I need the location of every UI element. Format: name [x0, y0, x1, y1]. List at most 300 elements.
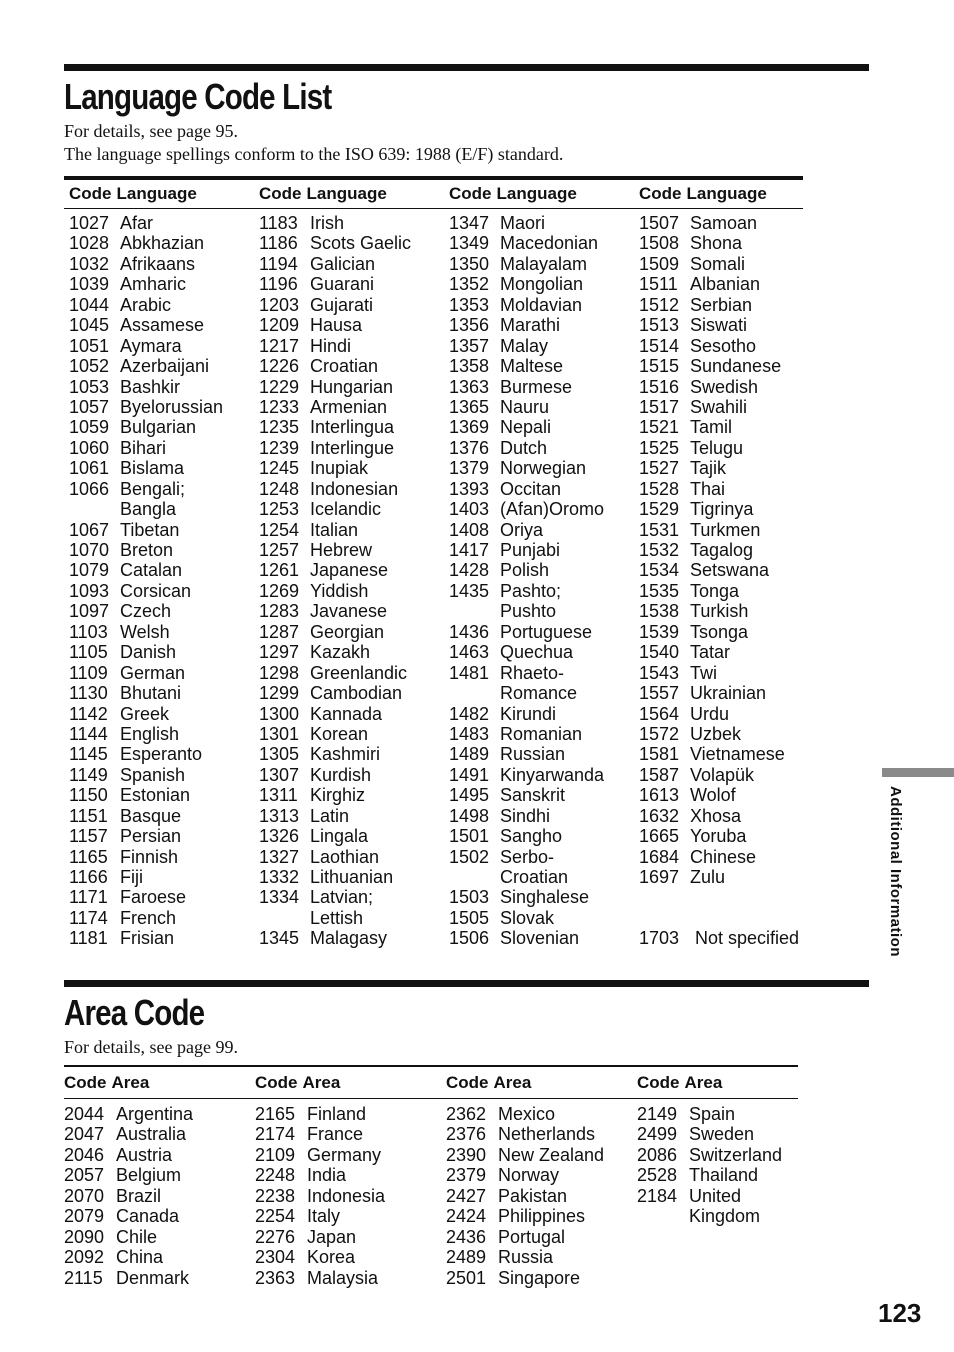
name-cell: Fiji [120, 867, 143, 887]
code-cell: 1079 [69, 560, 110, 581]
code-cell: 1511 [639, 274, 678, 295]
code-cell: 1209 [259, 315, 300, 336]
name-cell: Kurdish [310, 764, 372, 785]
table-row [449, 438, 604, 458]
table-column [446, 1104, 604, 1288]
table-row [639, 540, 799, 560]
name-cell: Mexico [498, 1104, 556, 1124]
name-cell: Brazil [116, 1185, 162, 1206]
code-cell [639, 887, 690, 907]
code-cell: 1495 [449, 785, 490, 806]
name-cell: Volapük [690, 764, 755, 785]
name-cell: New Zealand [498, 1144, 605, 1165]
table-row [64, 1186, 193, 1206]
name-cell: Occitan [500, 478, 562, 499]
table-row [255, 1206, 385, 1226]
code-cell: 1181 [69, 928, 108, 949]
name-cell: Telugu [690, 437, 744, 458]
name-cell: Zulu [690, 867, 726, 887]
table-row [639, 806, 799, 826]
code-cell: 1157 [69, 826, 108, 847]
table-row [449, 622, 604, 642]
name-cell: Lingala [310, 826, 369, 847]
code-cell: 2047 [64, 1124, 105, 1145]
table-row [259, 785, 411, 805]
header-label: Language [686, 184, 767, 203]
code-cell [259, 908, 310, 928]
table-row [69, 540, 223, 560]
code-cell: 1587 [639, 764, 680, 785]
code-cell: 1532 [639, 540, 680, 560]
name-cell: Icelandic [310, 499, 382, 520]
code-cell: 1463 [449, 642, 490, 663]
code-cell: 1149 [69, 764, 108, 785]
sidebar-tab-marker [882, 768, 954, 777]
code-cell: 1417 [449, 540, 490, 560]
table-row [637, 1104, 782, 1124]
table-row [449, 520, 604, 540]
table-row [639, 458, 799, 478]
table-row [259, 724, 411, 744]
table-row [639, 479, 799, 499]
name-cell: Spain [689, 1104, 736, 1124]
table-body [64, 209, 803, 955]
code-cell: 1543 [639, 662, 680, 683]
header-code: Code [446, 1072, 489, 1092]
code-cell: 1313 [259, 805, 300, 826]
header-code: Code [64, 1072, 107, 1092]
code-cell: 1516 [639, 376, 680, 397]
code-cell: 1363 [449, 376, 490, 397]
name-cell: Germany [307, 1144, 382, 1165]
language-intro-line: The language spellings conform to the ISO 639: 1988 (E/F) standard. [64, 144, 564, 164]
header-code: Code [449, 184, 492, 203]
name-cell: Catalan [120, 560, 183, 581]
table-row [64, 1104, 193, 1124]
table-row [259, 744, 411, 764]
code-cell: 1287 [259, 621, 300, 642]
name-cell: English [120, 723, 180, 744]
name-cell: Indonesia [307, 1185, 386, 1206]
code-cell: 2165 [255, 1104, 296, 1124]
code-cell: 1481 [449, 662, 490, 683]
name-cell: Afar [120, 213, 154, 233]
table-row [64, 1247, 193, 1267]
table-row [255, 1247, 385, 1267]
table-row [259, 356, 411, 376]
table-row [639, 295, 799, 315]
name-cell: Romance [500, 683, 578, 704]
name-cell: Mongolian [500, 274, 584, 295]
name-cell: Australia [116, 1124, 187, 1145]
code-cell: 1269 [259, 580, 300, 601]
name-cell: Finland [307, 1104, 367, 1124]
code-cell: 2248 [255, 1165, 296, 1186]
table-row [446, 1268, 604, 1288]
code-cell: 1353 [449, 294, 490, 315]
code-cell: 2046 [64, 1144, 105, 1165]
name-cell: Cambodian [310, 683, 403, 704]
name-cell: Tigrinya [690, 499, 754, 520]
code-cell: 1039 [69, 274, 110, 295]
name-cell: Tsonga [690, 621, 749, 642]
code-cell: 1298 [259, 662, 300, 683]
name-cell: Tamil [690, 417, 733, 438]
name-cell: Sindhi [500, 805, 551, 826]
code-cell: 1283 [259, 601, 300, 622]
code-cell: 1539 [639, 621, 680, 642]
table-row [639, 254, 799, 274]
code-cell: 2436 [446, 1226, 487, 1247]
name-cell: Vietnamese [690, 744, 785, 765]
name-cell: Kashmiri [310, 744, 381, 765]
name-cell: Philippines [498, 1206, 586, 1227]
code-cell: 1261 [259, 560, 300, 581]
name-cell: Singhalese [500, 887, 590, 908]
name-cell: Chile [116, 1226, 158, 1247]
name-cell: Chinese [690, 846, 757, 867]
table-row [69, 642, 223, 662]
name-cell: Esperanto [120, 744, 203, 765]
table-row [69, 785, 223, 805]
table-row [259, 663, 411, 683]
code-cell: 2376 [446, 1124, 487, 1145]
table-row [639, 274, 799, 294]
code-cell: 1103 [69, 621, 108, 642]
table-row [449, 744, 604, 764]
code-cell: 1233 [259, 396, 300, 417]
code-cell: 1508 [639, 233, 680, 254]
name-cell: Thailand [689, 1165, 759, 1186]
area-table [64, 1065, 798, 1294]
name-cell: Slovak [500, 907, 555, 928]
table-row [259, 887, 411, 907]
name-cell: Finnish [120, 846, 179, 867]
table-row [64, 1145, 193, 1165]
table-row [449, 479, 604, 499]
table-row [69, 847, 223, 867]
table-row [69, 663, 223, 683]
code-cell: 1334 [259, 887, 300, 908]
name-cell: Turkmen [690, 519, 761, 540]
code-cell: 1332 [259, 867, 300, 887]
table-row [446, 1124, 604, 1144]
table-row [69, 499, 223, 519]
table-row [259, 581, 411, 601]
code-cell: 2044 [64, 1104, 105, 1124]
code-cell: 1326 [259, 826, 300, 847]
code-cell: 2090 [64, 1226, 105, 1247]
name-cell: Danish [120, 642, 177, 663]
code-cell: 1513 [639, 315, 680, 336]
code-cell: 1196 [259, 274, 298, 295]
code-cell: 1239 [259, 437, 300, 458]
table-row [449, 560, 604, 580]
table-row [259, 274, 411, 294]
name-cell: Maltese [500, 356, 564, 377]
name-cell: Croatian [310, 356, 379, 377]
name-cell: Polish [500, 560, 550, 581]
table-row [449, 683, 604, 703]
table-row [259, 315, 411, 335]
code-cell: 2057 [64, 1165, 105, 1186]
column-header [637, 1067, 722, 1098]
code-cell: 2276 [255, 1226, 296, 1247]
code-cell: 1217 [259, 335, 300, 356]
table-row [259, 806, 411, 826]
code-cell [449, 683, 500, 703]
code-cell: 1564 [639, 703, 680, 724]
table-row [64, 1227, 193, 1247]
code-cell: 1509 [639, 253, 680, 274]
table-row [639, 724, 799, 744]
area-code-heading: Area Code [64, 992, 205, 1033]
name-cell: Korea [307, 1247, 356, 1268]
table-row [255, 1186, 385, 1206]
name-cell: Russia [498, 1247, 554, 1268]
code-cell: 2528 [637, 1165, 678, 1186]
table-row [69, 908, 223, 928]
table-row [639, 213, 799, 233]
table-row [639, 315, 799, 335]
table-column [64, 1104, 193, 1288]
code-cell: 1305 [259, 744, 300, 765]
name-cell: Rhaeto- [500, 662, 565, 683]
table-column [69, 213, 223, 949]
name-cell: Romanian [500, 723, 583, 744]
name-cell: Lettish [310, 907, 364, 928]
code-cell: 2109 [255, 1144, 296, 1165]
name-cell: Swahili [690, 396, 748, 417]
name-cell: Sundanese [690, 356, 782, 377]
table-row [69, 867, 223, 887]
name-cell: Russian [500, 744, 566, 765]
name-cell: Bihari [120, 437, 167, 458]
table-row [639, 560, 799, 580]
table-row [69, 887, 223, 907]
code-cell: 1512 [639, 294, 680, 315]
code-cell: 1505 [449, 907, 490, 928]
code-cell: 1257 [259, 540, 300, 560]
name-cell: Punjabi [500, 540, 561, 560]
table-row [449, 806, 604, 826]
name-cell: Inupiak [310, 458, 369, 479]
code-cell [637, 1206, 689, 1226]
code-cell: 1534 [639, 560, 680, 581]
code-cell: 2501 [446, 1267, 487, 1288]
table-row [637, 1124, 782, 1144]
code-cell: 1408 [449, 519, 490, 540]
table-row [64, 1165, 193, 1185]
header-code: Code [259, 184, 302, 203]
column-header [446, 1067, 531, 1098]
code-cell: 1297 [259, 642, 300, 663]
table-row [259, 560, 411, 580]
header-label: Area [684, 1072, 723, 1092]
header-label: Area [302, 1072, 341, 1092]
name-cell: Afrikaans [120, 253, 196, 274]
table-row [259, 540, 411, 560]
table-row [449, 417, 604, 437]
name-cell: Japanese [310, 560, 389, 581]
table-column [449, 213, 604, 949]
code-cell: 2184 [637, 1185, 678, 1206]
table-row [449, 397, 604, 417]
table-row [69, 928, 223, 948]
code-cell: 1300 [259, 703, 300, 724]
code-cell: 1525 [639, 437, 680, 458]
table-row [255, 1124, 385, 1144]
table-row [449, 254, 604, 274]
table-row [69, 417, 223, 437]
table-row [449, 356, 604, 376]
code-cell: 1254 [259, 519, 300, 540]
name-cell: Swedish [690, 376, 759, 397]
name-cell: Galician [310, 253, 376, 274]
table-row [639, 233, 799, 253]
code-cell: 1697 [639, 867, 680, 887]
name-cell: Kirghiz [310, 785, 366, 806]
table-row [69, 622, 223, 642]
table-row [69, 458, 223, 478]
name-cell: Switzerland [689, 1144, 783, 1165]
name-cell: Pakistan [498, 1185, 568, 1206]
name-cell: Byelorussian [120, 396, 224, 417]
code-cell: 1253 [259, 499, 300, 520]
name-cell: India [307, 1165, 347, 1186]
language-table [64, 176, 803, 955]
table-row [449, 458, 604, 478]
name-cell: Maori [500, 213, 546, 233]
table-row [446, 1145, 604, 1165]
name-cell: Marathi [500, 315, 561, 336]
name-cell: Laothian [310, 846, 380, 867]
name-cell: Oriya [500, 519, 544, 540]
name-cell: Faroese [120, 887, 187, 908]
table-row [639, 887, 799, 907]
table-row [69, 397, 223, 417]
name-cell: Malagasy [310, 928, 388, 949]
header-label: Language [306, 184, 387, 203]
code-cell: 1506 [449, 928, 490, 949]
name-cell: Bashkir [120, 376, 181, 397]
name-cell: Hungarian [310, 376, 394, 397]
table-row [259, 233, 411, 253]
name-cell: Uzbek [690, 723, 742, 744]
code-cell: 1376 [449, 437, 490, 458]
code-cell: 1145 [69, 744, 108, 765]
code-cell: 1528 [639, 478, 680, 499]
column-header [259, 180, 387, 208]
table-row [449, 663, 604, 683]
table-row [449, 601, 604, 621]
column-header [449, 180, 577, 208]
name-cell: Corsican [120, 580, 192, 601]
table-row [639, 336, 799, 356]
code-cell: 1226 [259, 356, 300, 377]
name-cell: Malay [500, 335, 549, 356]
code-cell: 1245 [259, 458, 300, 479]
code-cell: 1483 [449, 723, 490, 744]
code-cell: 1235 [259, 417, 300, 438]
code-cell: 2092 [64, 1247, 105, 1268]
name-cell: Portuguese [500, 621, 593, 642]
code-cell: 2174 [255, 1124, 296, 1145]
table-row [449, 887, 604, 907]
name-cell: Abkhazian [120, 233, 205, 254]
name-cell: Interlingua [310, 417, 395, 438]
code-cell: 1393 [449, 478, 490, 499]
table-row [69, 254, 223, 274]
code-cell: 1165 [69, 846, 108, 867]
name-cell: Pushto [500, 601, 557, 622]
table-row [259, 520, 411, 540]
code-cell: 1703 [639, 928, 680, 949]
name-cell: Norway [498, 1165, 560, 1186]
name-cell: Xhosa [690, 805, 742, 826]
table-row [449, 724, 604, 744]
table-row [259, 765, 411, 785]
name-cell: Tibetan [120, 519, 180, 540]
code-cell: 1540 [639, 642, 680, 663]
table-row [69, 377, 223, 397]
code-cell: 1665 [639, 826, 680, 847]
name-cell: Welsh [120, 621, 170, 642]
name-cell: Assamese [120, 315, 205, 336]
code-cell: 2489 [446, 1247, 487, 1268]
name-cell: French [120, 907, 177, 928]
name-cell: Spanish [120, 764, 186, 785]
table-row [639, 826, 799, 846]
table-row [639, 520, 799, 540]
code-cell: 1327 [259, 846, 300, 867]
code-cell: 1307 [259, 764, 300, 785]
name-cell: Frisian [120, 928, 175, 949]
table-row [259, 254, 411, 274]
table-row [639, 908, 799, 928]
table-row [259, 704, 411, 724]
code-cell: 1482 [449, 703, 490, 724]
table-row [259, 479, 411, 499]
table-row [639, 785, 799, 805]
area-divider [64, 980, 869, 987]
table-row [69, 683, 223, 703]
code-cell: 1059 [69, 417, 110, 438]
name-cell: Burmese [500, 376, 573, 397]
code-cell: 1369 [449, 417, 490, 438]
table-header [64, 1067, 798, 1098]
name-cell: Armenian [310, 396, 388, 417]
code-cell: 1352 [449, 274, 490, 295]
name-cell: Tajik [690, 458, 727, 479]
name-cell: Turkish [690, 601, 749, 622]
table-row [69, 806, 223, 826]
table-row [69, 704, 223, 724]
table-row [259, 826, 411, 846]
name-cell: Quechua [500, 642, 574, 663]
table-row [449, 499, 604, 519]
table-row [255, 1227, 385, 1247]
name-cell: France [307, 1124, 364, 1145]
code-cell: 1436 [449, 621, 490, 642]
name-cell: Amharic [120, 274, 187, 295]
table-row [639, 867, 799, 887]
code-cell: 1632 [639, 805, 680, 826]
table-row [446, 1206, 604, 1226]
table-row [259, 295, 411, 315]
table-column [259, 213, 411, 949]
table-row [259, 213, 411, 233]
